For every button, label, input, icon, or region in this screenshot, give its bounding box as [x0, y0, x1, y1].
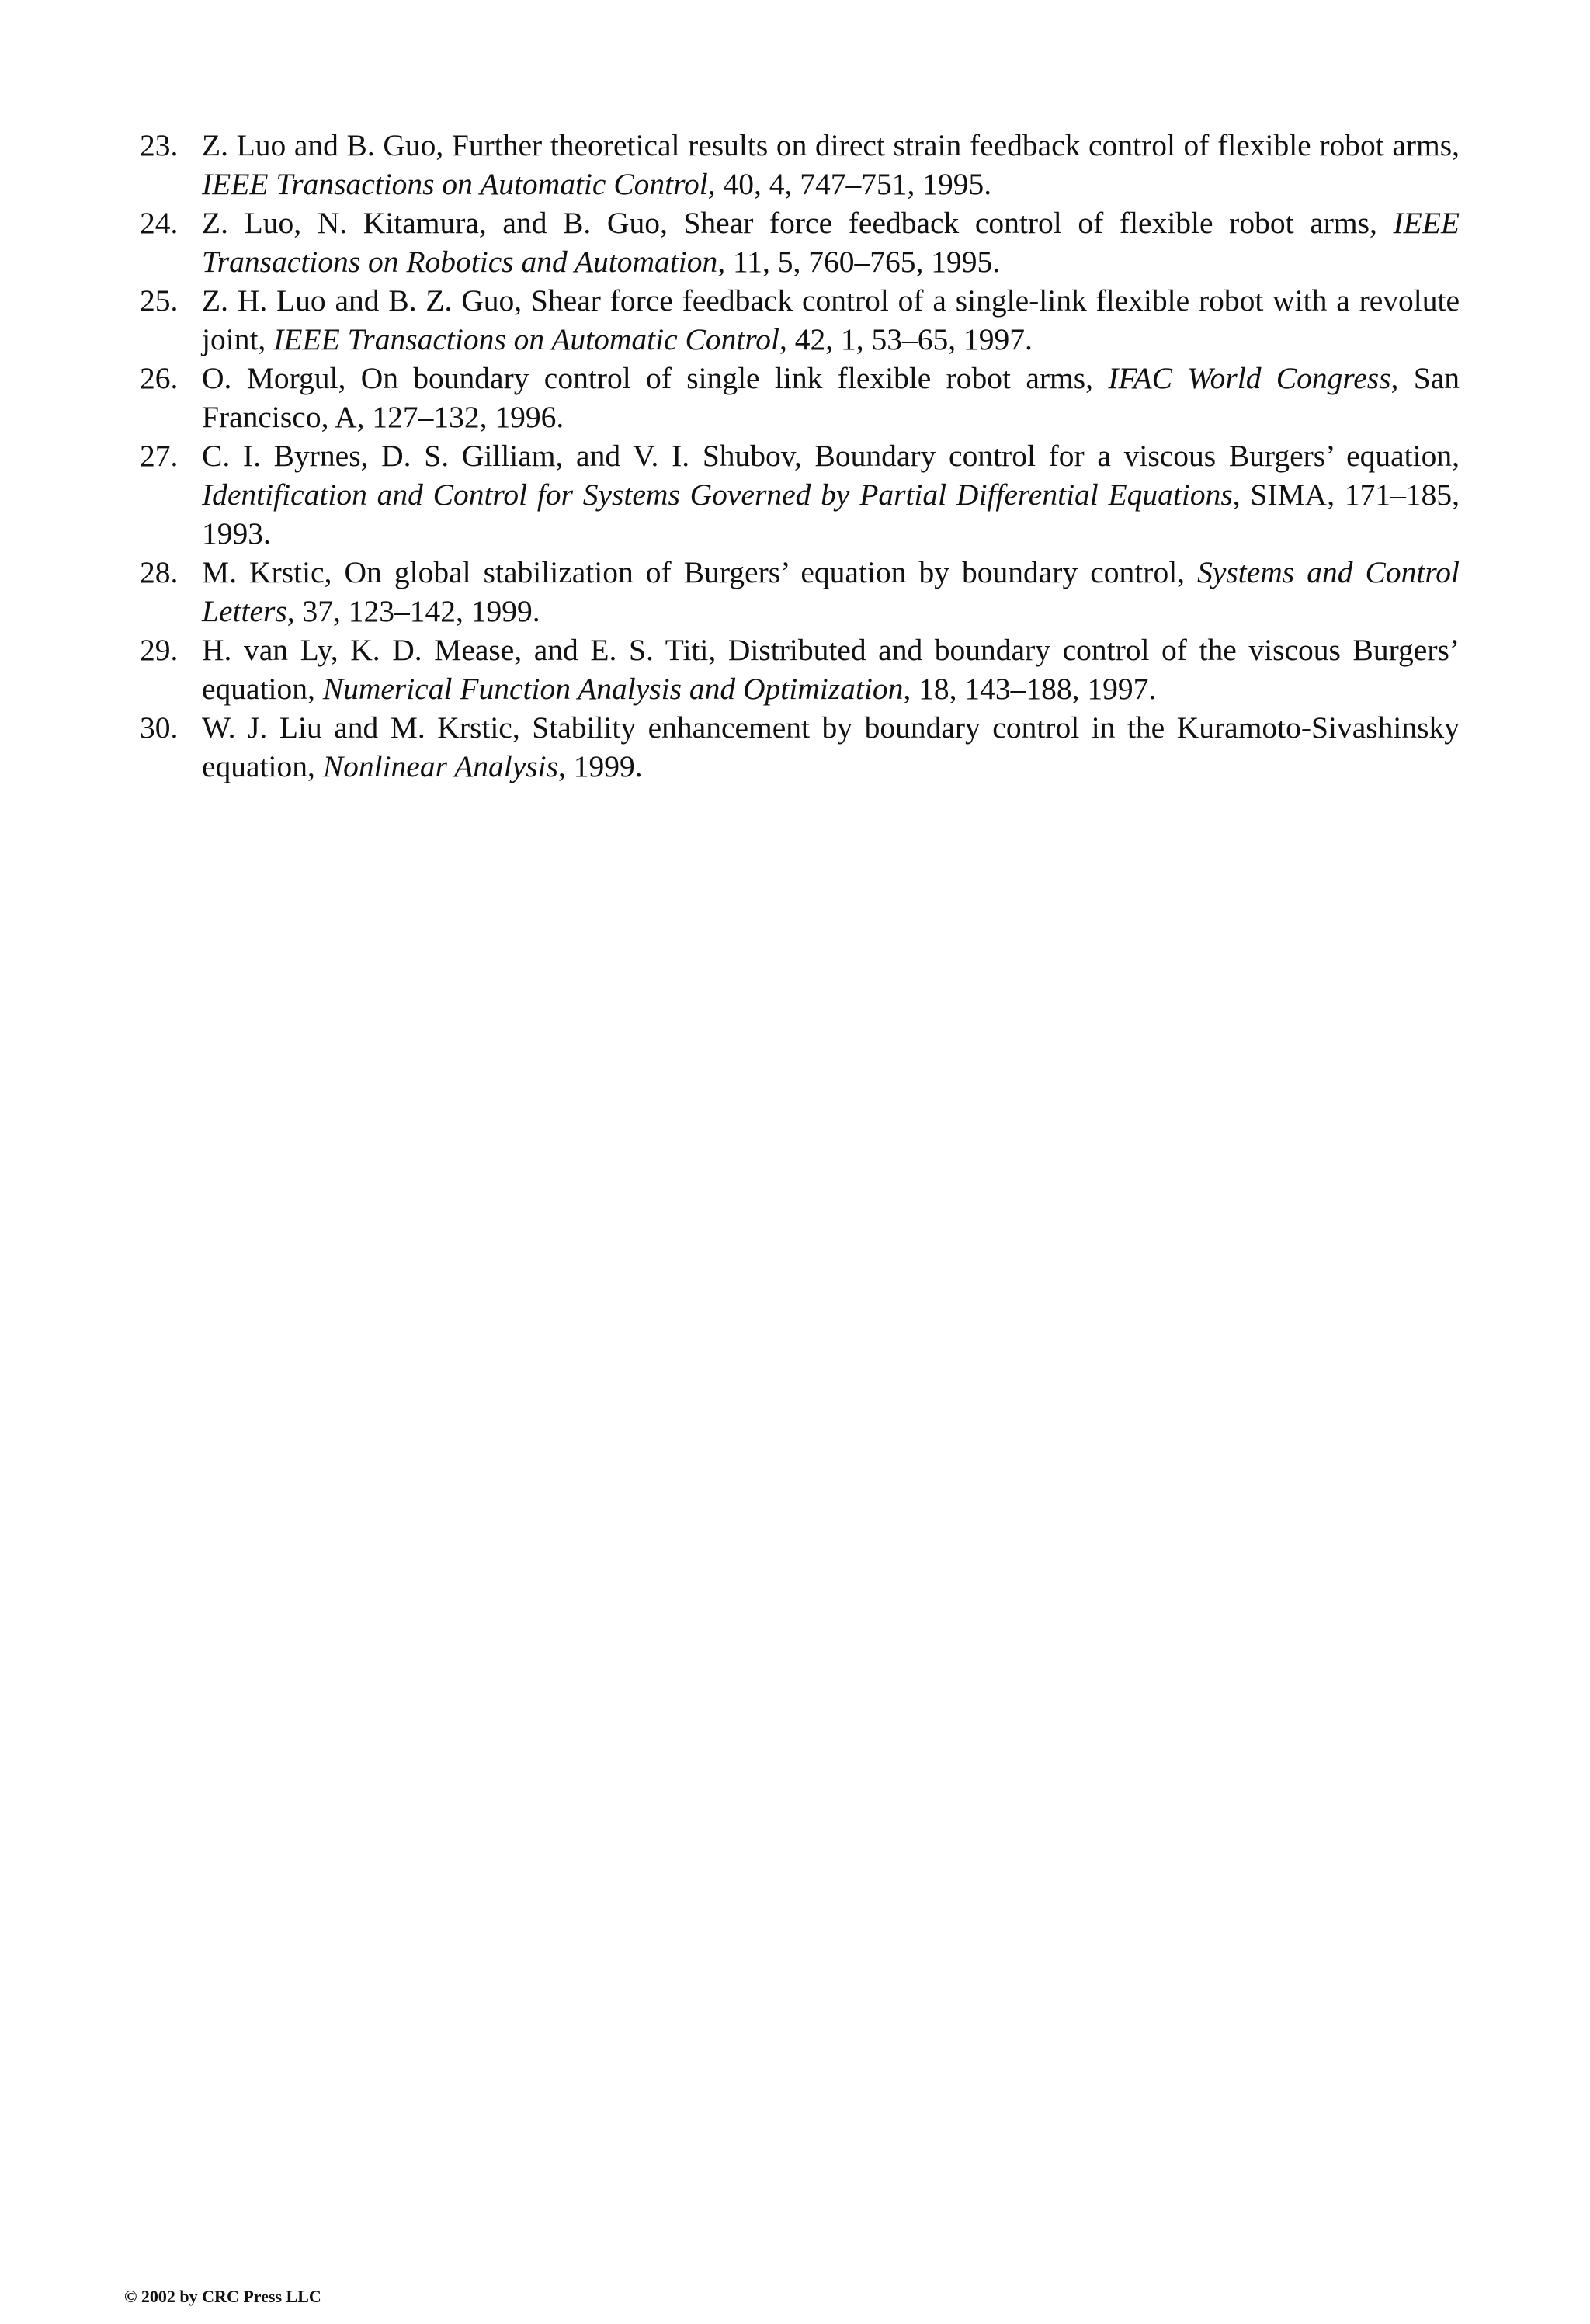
reference-item-29: [140, 631, 1460, 708]
reference-details: , 1999.: [557, 749, 643, 783]
reference-number: 30.: [140, 710, 179, 745]
reference-text: Z. H. Luo and B. Z. Guo, Shear force feedback control of a single-link flexible robot with a revolute joint,: [202, 283, 1460, 356]
reference-text: M. Krstic, On global stabilization of Burgers’ equation by boundary control,: [202, 555, 1198, 589]
reference-details: , 18, 143–188, 1997.: [903, 672, 1157, 706]
reference-details: , SIMA, 171–185, 1993.: [202, 478, 1460, 551]
reference-item-27: [140, 436, 1460, 553]
reference-number: 26.: [140, 361, 179, 395]
reference-number: 29.: [140, 633, 179, 667]
reference-number: 28.: [140, 555, 179, 589]
reference-details: 11, 5, 760–765, 1995.: [725, 245, 1001, 279]
reference-details: , 42, 1, 53–65, 1997.: [779, 322, 1033, 356]
reference-text: C. I. Byrnes, D. S. Gilliam, and V. I. Shubov, Boundary control for a viscous Burgers’ equation,: [202, 439, 1460, 473]
reference-venue: Identification and Control for Systems Governed by Partial Differential Equations: [202, 478, 1233, 512]
reference-details: , 37, 123–142, 1999.: [286, 594, 540, 628]
reference-venue: Numerical Function Analysis and Optimization: [322, 672, 904, 706]
reference-venue: IEEE Transactions on Automatic Control: [273, 322, 779, 356]
reference-item-30: [140, 708, 1460, 786]
reference-venue: IEEE Transactions on Automatic Control,: [202, 167, 716, 201]
reference-text: O. Morgul, On boundary control of single link flexible robot arms,: [202, 361, 1109, 395]
reference-text: H. van Ly, K. D. Mease, and E. S. Titi, Distributed and boundary control of the viscous Burgers’ equation,: [202, 633, 1460, 706]
reference-text: Z. Luo, N. Kitamura, and B. Guo, Shear force feedback control of flexible robot arms,: [202, 206, 1394, 240]
reference-venue: IEEE Transactions on Robotics and Automation,: [202, 206, 1460, 279]
reference-details: 40, 4, 747–751, 1995.: [715, 167, 992, 201]
reference-number: 27.: [140, 439, 179, 473]
reference-item-25: [140, 281, 1460, 359]
reference-list: [140, 126, 1460, 786]
reference-number: 24.: [140, 206, 179, 240]
reference-number: 25.: [140, 283, 179, 318]
reference-venue: IFAC World Congress: [1108, 361, 1391, 395]
reference-item-23: [140, 126, 1460, 203]
reference-item-28: [140, 553, 1460, 631]
reference-text: Z. Luo and B. Guo, Further theoretical results on direct strain feedback control of flexible robot arms,: [202, 128, 1460, 162]
reference-venue: Systems and Control Letters: [202, 555, 1460, 628]
copyright-footer: © 2002 by CRC Press LLC: [124, 2287, 321, 2306]
reference-item-26: [140, 359, 1460, 436]
reference-item-24: [140, 203, 1460, 281]
reference-text: W. J. Liu and M. Krstic, Stability enhancement by boundary control in the Kuramoto-Sivashinsky equation,: [202, 710, 1460, 783]
reference-details: , San Francisco, A, 127–132, 1996.: [202, 361, 1460, 434]
reference-number: 23.: [140, 128, 179, 162]
reference-venue: Nonlinear Analysis: [322, 749, 558, 783]
